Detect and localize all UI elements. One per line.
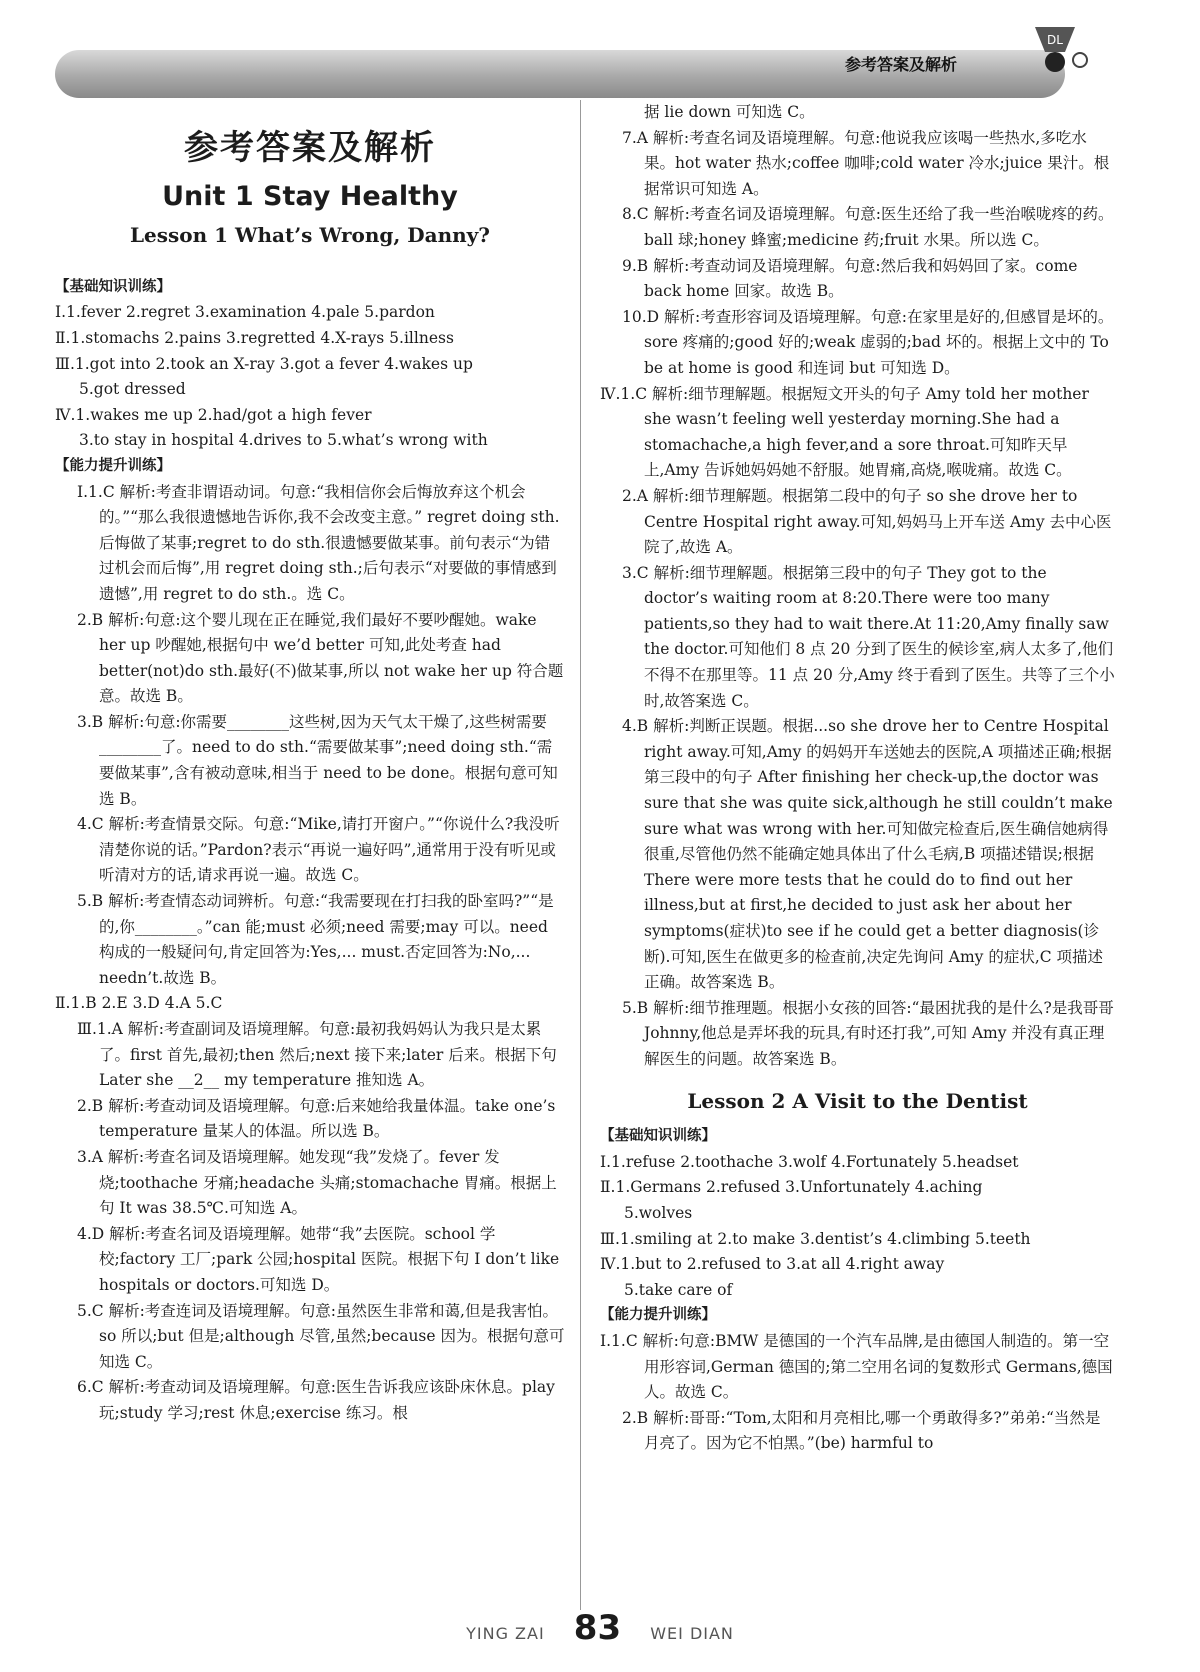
answer-line: Ⅳ.1.wakes me up 2.had/got a high fever <box>55 405 372 424</box>
answer-item: 5.B 解析:考查情态动词辨析。句意:“我需要现在打扫我的卧室吗?”“是的,你________。”can 能;must 必须;need 需要;may 可以。need 构成的一般疑问句,肯定回答为:Yes,... must.否定回答为:No,... needn’t.故选 B。 <box>77 892 554 987</box>
answer-item: Ⅱ.1.B 2.E 3.D 4.A 5.C <box>55 994 223 1013</box>
answer-item: 3.A 解析:考查名词及语境理解。她发现“我”发烧了。fever 发烧;toothache 牙痛;headache 头痛;stomachache 胃痛。根据上句 It was 38.5℃.可知选 A。 <box>77 1147 557 1218</box>
answer-line: Ⅰ.1.refuse 2.toothache 3.wolf 4.Fortunately 5.headset <box>600 1152 1019 1171</box>
answer-line: Ⅲ.1.got into 2.took an X-ray 3.got a fever 4.wakes up <box>55 354 473 373</box>
lesson-title: Lesson 1 What’s Wrong, Danny? <box>129 223 491 248</box>
column-divider <box>580 100 581 1610</box>
answer-item: 4.C 解析:考查情景交际。句意:“Mike,请打开窗户。”“你说什么?我没听清楚你说的话。”Pardon?表示“再说一遍好吗”,通常用于没有听见或听清对方的话,请求再说一遍。故选 C。 <box>77 815 560 885</box>
answer-item: Ⅳ.1.C 解析:细节理解题。根据短文开头的句子 Amy told her mother she wasn’t feeling well yesterday morning.She had a stomachache,a high fever,and a sore throat.可知昨天早上,Amy 告诉她妈妈她不舒服。她胃痛,高烧,喉咙痛。故选 C。 <box>600 384 1089 480</box>
answer-line: Ⅳ.1.but to 2.refused to 3.at all 4.right away <box>600 1255 945 1274</box>
answer-item: Ⅲ.1.A 解析:考查副词及语境理解。句意:最初我妈妈认为我只是太累了。first 首先,最初;then 然后;next 接下来;later 后来。根据下句 Later she __2__ my temperature 推知选 A。 <box>77 1020 557 1090</box>
answer-item: 7.A 解析:考查名词及语境理解。句意:他说我应该喝一些热水,多吃水果。hot water 热水;coffee 咖啡;cold water 冷水;juice 果汁。根据常识可知选 A。 <box>622 128 1110 198</box>
answer-item: 据 lie down 可知选 C。 <box>644 103 815 121</box>
section-ability: 【能力提升训练】 <box>600 1307 716 1324</box>
answer-item: 5.B 解析:细节推理题。根据小女孩的回答:“最困扰我的是什么?是我哥哥 Johnny,他总是弄坏我的玩具,有时还打我”,可知 Amy 并没有真正理解医生的问题。故答案选 B。 <box>622 998 1114 1068</box>
answer-item: 2.B 解析:哥哥:“Tom,太阳和月亮相比,哪一个勇敢得多?”弟弟:“当然是月亮了。因为它不怕黑。”(be) harmful to <box>622 1408 1101 1453</box>
answer-line: 3.to stay in hospital 4.drives to 5.what’s wrong with <box>79 431 488 450</box>
answer-item: 5.C 解析:考查连词及语境理解。句意:虽然医生非常和蔼,但是我害怕。so 所以;but 但是;although 尽管,虽然;because 因为。根据句意可知选 C。 <box>77 1301 565 1371</box>
answer-line: Ⅲ.1.smiling at 2.to make 3.dentist’s 4.climbing 5.teeth <box>600 1229 1031 1248</box>
answer-item: Ⅰ.1.C 解析:句意:BMW 是德国的一个汽车品牌,是由德国人制造的。第一空用形容词,German 德国的;第二空用名词的复数形式 Germans,德国人。故选 C。 <box>600 1331 1113 1402</box>
unit-title: Unit 1 Stay Healthy <box>162 180 458 212</box>
answer-item: 6.C 解析:考查动词及语境理解。句意:医生告诉我应该卧床休息。play 玩;study 学习;rest 休息;exercise 练习。根 <box>77 1378 555 1422</box>
footer-left: YING ZAI <box>466 1624 545 1643</box>
answer-item: 4.B 解析:判断正误题。根据...so she drove her to Centre Hospital right away.可知,Amy 的妈妈开车送她去的医院,A 项描述正确;根据第三段中的句子 After finishing her check-up,the doctor was sure that she was quite sick,although he still couldn’t make sure what was wrong with her.可知做完检查后,医生确信她病得很重,尽管他仍然不能确定她具体出了什么毛病,B 项描述错误;根据 There were more tests that he could do to find out her illness,but at first,he decided to just ask her about her symptoms(症状)to see if he could get a better diagnosis(诊断).可知,医生在做更多的检查前,决定先询问 Amy 的症状,C 项描述正确。故答案选 B。 <box>622 717 1113 992</box>
answer-item: 2.B 解析:考查动词及语境理解。句意:后来她给我量体温。take one’s temperature 量某人的体温。所以选 B。 <box>77 1096 556 1141</box>
section-basic: 【基础知识训练】 <box>55 278 171 295</box>
brand-logo-icon <box>1025 22 1095 77</box>
answer-item: Ⅰ.1.C 解析:考查非谓语动词。句意:“我相信你会后悔放弃这个机会的。”“那么我很遗憾地告诉你,我不会改变主意。” regret doing sth.后悔做了某事;regret to do sth.很遗憾要做某事。前句表示“为错过机会而后悔”,用 regret doing sth.;后句表示“对要做的事情感到遗憾”,用 regret to do sth.。选 C。 <box>77 482 560 603</box>
answer-item: 10.D 解析:考查形容词及语境理解。句意:在家里是好的,但感冒是坏的。sore 疼痛的;good 好的;weak 虚弱的;bad 坏的。根据上文中的 To be at home is good 和连词 but 可知选 D。 <box>622 307 1114 377</box>
lesson-title: Lesson 2 A Visit to the Dentist <box>687 1088 1028 1113</box>
answer-line: Ⅰ.1.fever 2.regret 3.examination 4.pale 5.pardon <box>55 303 435 322</box>
footer-right: WEI DIAN <box>650 1624 734 1643</box>
section-ability: 【能力提升训练】 <box>55 457 171 474</box>
page-title: 参考答案及解析 <box>184 128 436 168</box>
header-title: 参考答案及解析 <box>845 55 958 74</box>
page-footer <box>0 1608 1200 1648</box>
left-column <box>55 100 565 1427</box>
answer-item: 2.B 解析:句意:这个婴儿现在正在睡觉,我们最好不要吵醒她。wake her up 吵醒她,根据句中 we’d better 可知,此处考查 had better(not)do sth.最好(不)做某事,所以 not wake her up 符合题意。故选 B。 <box>77 610 564 706</box>
section-basic: 【基础知识训练】 <box>600 1128 716 1145</box>
right-column <box>600 100 1115 1457</box>
answer-line: 5.wolves <box>624 1203 693 1222</box>
answer-line: Ⅱ.1.Germans 2.refused 3.Unfortunately 4.aching <box>600 1178 983 1197</box>
answer-item: 3.B 解析:句意:你需要________这些树,因为天气太干燥了,这些树需要________了。need to do sth.“需要做某事”;need doing sth.“需要做某事”,含有被动意味,相当于 need to be done。根据句意可知选 B。 <box>77 712 558 808</box>
answer-line: Ⅱ.1.stomachs 2.pains 3.regretted 4.X-rays 5.illness <box>55 328 454 347</box>
answer-item: 9.B 解析:考查动词及语境理解。句意:然后我和妈妈回了家。come back home 回家。故选 B。 <box>622 256 1078 301</box>
answer-item: 4.D 解析:考查名词及语境理解。她带“我”去医院。school 学校;factory 工厂;park 公园;hospital 医院。根据下句 I don’t like hospitals or doctors.可知选 D。 <box>77 1224 560 1294</box>
svg-text:DL: DL <box>1047 33 1063 47</box>
answer-line: 5.got dressed <box>79 380 186 399</box>
answer-line: 5.take care of <box>624 1280 733 1299</box>
answer-item: 3.C 解析:细节理解题。根据第三段中的句子 They got to the doctor’s waiting room at 8:20.There were too many patients,so they had to wait there.At 11:20,Amy finally saw the doctor.可知他们 8 点 20 分到了医生的候诊室,病人太多了,他们不得不在那里等。11 点 20 分,Amy 终于看到了医生。共等了三个小时,故答案选 C。 <box>622 563 1115 710</box>
answer-item: 2.A 解析:细节理解题。根据第二段中的句子 so she drove her to Centre Hospital right away.可知,妈妈马上开车送 Amy 去中心医院了,故选 A。 <box>622 486 1112 557</box>
page-number: 83 <box>573 1608 622 1648</box>
answer-item: 8.C 解析:考查名词及语境理解。句意:医生还给了我一些治喉咙疼的药。ball 球;honey 蜂蜜;medicine 药;fruit 水果。所以选 C。 <box>622 205 1114 249</box>
